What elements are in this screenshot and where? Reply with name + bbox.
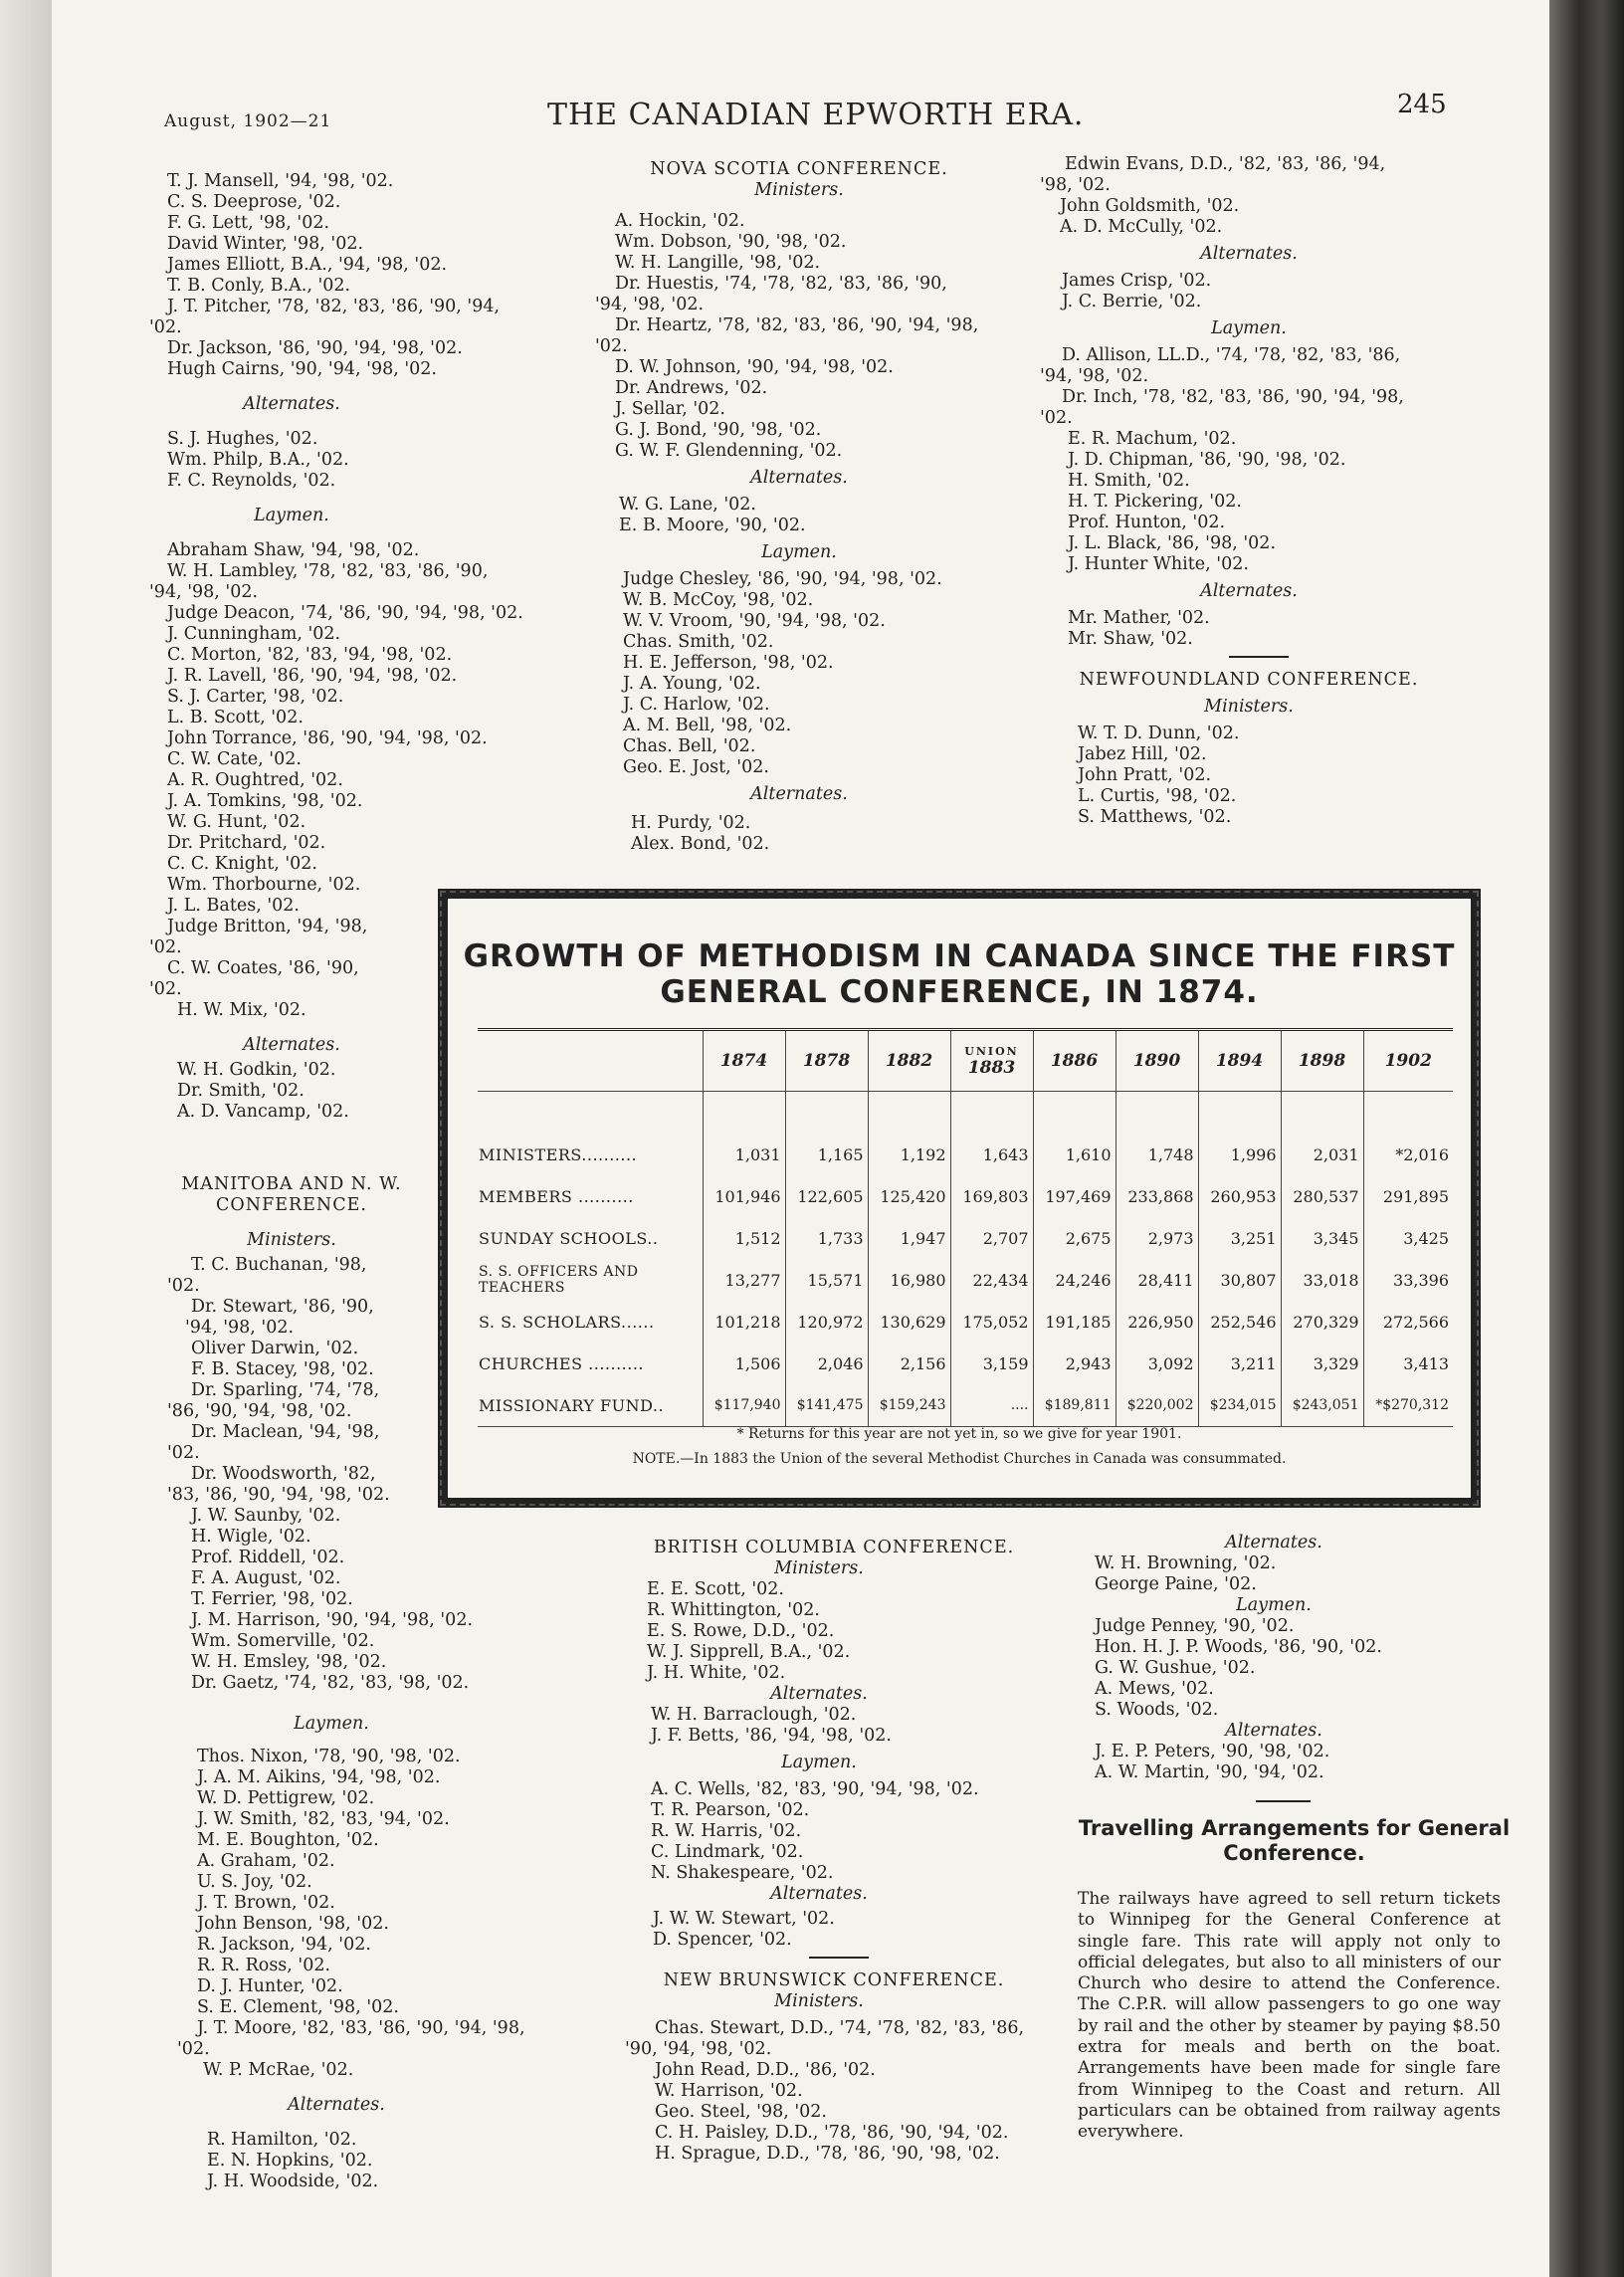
list-item: '94, '98, '02.	[1040, 366, 1149, 386]
list-item: R. W. Harris, '02.	[651, 1821, 802, 1841]
list-item: A. W. Martin, '90, '94, '02.	[1095, 1762, 1324, 1782]
section-label: Alternates.	[1225, 1721, 1322, 1741]
table-cell: 33,018	[1281, 1259, 1363, 1301]
list-item: Mr. Mather, '02.	[1068, 608, 1210, 628]
table-cell: 233,868	[1116, 1175, 1198, 1217]
list-item: L. B. Scott, '02.	[167, 708, 304, 727]
list-item: J. C. Berrie, '02.	[1062, 292, 1202, 311]
list-item: Alex. Bond, '02.	[631, 834, 770, 854]
table-footnote: * Returns for this year are not yet in, so we give for year 1901.	[736, 1426, 1182, 1442]
list-item: Jabez Hill, '02.	[1078, 744, 1207, 764]
list-item: '98, '02.	[1040, 175, 1111, 195]
list-item: Geo. E. Jost, '02.	[623, 757, 769, 777]
table-cell: 2,156	[868, 1343, 950, 1384]
table-cell: 175,052	[950, 1301, 1033, 1343]
table-cell: 1,733	[785, 1217, 868, 1259]
list-item: Judge Chesley, '86, '90, '94, '98, '02.	[623, 569, 942, 589]
column-header: 1902	[1363, 1030, 1453, 1092]
table-row	[478, 1134, 1453, 1175]
list-item: Mr. Shaw, '02.	[1068, 629, 1193, 649]
table-cell: $141,475	[785, 1384, 868, 1427]
list-item: J. T. Brown, '02.	[197, 1893, 335, 1913]
list-item: F. C. Reynolds, '02.	[167, 471, 336, 491]
growth-table	[478, 1028, 1453, 1427]
list-item: D. Allison, LL.D., '74, '78, '82, '83, '86,	[1062, 345, 1401, 365]
table-cell: $189,811	[1033, 1384, 1116, 1427]
list-item: John Goldsmith, '02.	[1060, 196, 1240, 216]
table-cell: 3,211	[1198, 1343, 1281, 1384]
list-item: '02.	[595, 336, 628, 356]
list-item: T. B. Conly, B.A., '02.	[167, 276, 351, 296]
column-header: 1890	[1116, 1030, 1198, 1092]
list-item: Dr. Pritchard, '02.	[167, 833, 326, 853]
list-item: Thos. Nixon, '78, '90, '98, '02.	[197, 1747, 461, 1766]
list-item: Abraham Shaw, '94, '98, '02.	[167, 540, 420, 560]
table-cell: 2,046	[785, 1343, 868, 1384]
list-item: C. W. Cate, '02.	[167, 749, 302, 769]
list-item: G. J. Bond, '90, '98, '02.	[615, 420, 822, 440]
left-page-edge	[0, 0, 52, 2277]
table-cell: 1,643	[950, 1134, 1033, 1175]
list-item: C. C. Knight, '02.	[167, 854, 317, 874]
list-item: Dr. Jackson, '86, '90, '94, '98, '02.	[167, 338, 463, 358]
list-item: J. M. Harrison, '90, '94, '98, '02.	[191, 1610, 474, 1630]
table-cell: 28,411	[1116, 1259, 1198, 1301]
list-item: S. J. Carter, '98, '02.	[167, 687, 344, 707]
list-item: A. Hockin, '02.	[615, 211, 745, 231]
section-label: Laymen.	[781, 1753, 857, 1772]
list-item: W. H. Emsley, '98, '02.	[191, 1652, 387, 1672]
list-item: Dr. Inch, '78, '82, '83, '86, '90, '94, '98,	[1062, 387, 1404, 407]
list-item: E. B. Moore, '90, '02.	[619, 516, 806, 535]
table-cell: ....	[950, 1384, 1033, 1427]
column-header: 1878	[785, 1030, 868, 1092]
section-heading: CONFERENCE.	[216, 1195, 367, 1215]
table-cell: *2,016	[1363, 1134, 1453, 1175]
table-cell: $234,015	[1198, 1384, 1281, 1427]
table-cell: 3,345	[1281, 1217, 1363, 1259]
list-item: W. H. Barraclough, '02.	[651, 1705, 857, 1725]
table-cell: 1,506	[703, 1343, 785, 1384]
list-item: J. A. Young, '02.	[623, 674, 761, 694]
row-label: S. S. SCHOLARS......	[479, 1312, 655, 1332]
section-label: Laymen.	[1211, 318, 1287, 338]
list-item: D. Spencer, '02.	[653, 1930, 792, 1950]
table-cell: 130,629	[868, 1301, 950, 1343]
table-cell: 280,537	[1281, 1175, 1363, 1217]
list-item: J. W. W. Stewart, '02.	[653, 1909, 835, 1929]
table-cell: 1,947	[868, 1217, 950, 1259]
section-label: Laymen.	[254, 506, 329, 525]
list-item: J. A. Tomkins, '98, '02.	[167, 791, 363, 811]
list-item: F. G. Lett, '98, '02.	[167, 213, 330, 233]
divider	[809, 1957, 869, 1959]
list-item: James Elliott, B.A., '94, '98, '02.	[167, 255, 448, 275]
table-cell: 122,605	[785, 1175, 868, 1217]
row-label: S. S. OFFICERS AND TEACHERS	[479, 1264, 639, 1296]
list-item: Prof. Hunton, '02.	[1068, 513, 1226, 532]
table-cell: 197,469	[1033, 1175, 1116, 1217]
table-cell: $220,002	[1116, 1384, 1198, 1427]
section-heading: BRITISH COLUMBIA CONFERENCE.	[653, 1538, 1015, 1557]
table-cell: 33,396	[1363, 1259, 1453, 1301]
list-item: J. T. Pitcher, '78, '82, '83, '86, '90, '94,	[167, 297, 501, 316]
table-row	[478, 1217, 1453, 1259]
table-cell: *$270,312	[1363, 1384, 1453, 1427]
list-item: C. Morton, '82, '83, '94, '98, '02.	[167, 645, 453, 665]
list-item: Edwin Evans, D.D., '82, '83, '86, '94,	[1065, 154, 1386, 174]
list-item: S. Matthews, '02.	[1078, 807, 1232, 827]
list-item: Chas. Stewart, D.D., '74, '78, '82, '83, '86,	[655, 2018, 1025, 2038]
row-label: MEMBERS ..........	[479, 1186, 634, 1206]
list-item: Wm. Somerville, '02.	[191, 1631, 375, 1651]
table-cell: 1,996	[1198, 1134, 1281, 1175]
section-heading: NEW BRUNSWICK CONFERENCE.	[663, 1970, 1005, 1990]
list-item: W. G. Hunt, '02.	[167, 812, 306, 832]
list-item: A. D. Vancamp, '02.	[177, 1102, 349, 1122]
list-item: Dr. Smith, '02.	[177, 1081, 304, 1101]
table-note: NOTE.—In 1883 the Union of the several Methodist Churches in Canada was consummated.	[632, 1451, 1287, 1467]
table-cell: 15,571	[785, 1259, 868, 1301]
list-item: E. R. Machum, '02.	[1068, 429, 1237, 449]
list-item: A. C. Wells, '82, '83, '90, '94, '98, '02.	[651, 1779, 979, 1799]
table-cell: 169,803	[950, 1175, 1033, 1217]
column-header: 1886	[1033, 1030, 1116, 1092]
table-cell: 2,675	[1033, 1217, 1116, 1259]
section-label: Ministers.	[247, 1230, 336, 1250]
list-item: F. B. Stacey, '98, '02.	[191, 1359, 374, 1379]
section-heading: NOVA SCOTIA CONFERENCE.	[650, 159, 948, 179]
list-item: '90, '94, '98, '02.	[625, 2039, 772, 2059]
table-cell: 3,413	[1363, 1343, 1453, 1384]
list-item: John Torrance, '86, '90, '94, '98, '02.	[167, 728, 488, 748]
table-cell: 125,420	[868, 1175, 950, 1217]
table-cell: 3,092	[1116, 1343, 1198, 1384]
col3-upper	[1040, 154, 1498, 828]
list-item: W. T. D. Dunn, '02.	[1078, 724, 1240, 743]
list-item: Prof. Riddell, '02.	[191, 1548, 345, 1567]
list-item: Judge Penney, '90, '02.	[1095, 1616, 1295, 1636]
section-label: Alternates.	[1200, 581, 1298, 601]
table-cell: 2,031	[1281, 1134, 1363, 1175]
list-item: E. E. Scott, '02.	[647, 1579, 784, 1599]
list-item: H. E. Jefferson, '98, '02.	[623, 653, 834, 673]
table-cell: 252,546	[1198, 1301, 1281, 1343]
section-label: Laymen.	[761, 542, 837, 562]
table-cell: 272,566	[1363, 1301, 1453, 1343]
list-item: R. Jackson, '94, '02.	[197, 1935, 371, 1955]
list-item: '02.	[167, 1276, 200, 1296]
list-item: J. C. Harlow, '02.	[623, 695, 770, 715]
article-title: Travelling Arrangements for General Conference.	[1078, 1816, 1511, 1865]
list-item: G. W. Gushue, '02.	[1095, 1658, 1256, 1678]
table-cell: $243,051	[1281, 1384, 1363, 1427]
list-item: John Pratt, '02.	[1078, 765, 1212, 785]
list-item: W. V. Vroom, '90, '94, '98, '02.	[623, 611, 886, 631]
column-header: 1874	[703, 1030, 785, 1092]
union-label: UNION	[964, 1044, 1019, 1058]
table-cell: 3,159	[950, 1343, 1033, 1384]
table-cell: 2,707	[950, 1217, 1033, 1259]
list-item: H. Sprague, D.D., '78, '86, '90, '98, '02.	[655, 2144, 1000, 2164]
table-cell: 22,434	[950, 1259, 1033, 1301]
list-item: E. S. Rowe, D.D., '02.	[647, 1621, 835, 1641]
list-item: '02.	[1040, 408, 1073, 428]
year-label: 1883	[967, 1057, 1016, 1078]
table-row	[478, 1175, 1453, 1217]
list-item: N. Shakespeare, '02.	[651, 1863, 834, 1883]
table-corner	[478, 1030, 703, 1092]
list-item: C. S. Deeprose, '02.	[167, 192, 341, 212]
column-header: 1894	[1198, 1030, 1281, 1092]
list-item: Geo. Steel, '98, '02.	[655, 2102, 827, 2122]
list-item: Wm. Dobson, '90, '98, '02.	[615, 232, 847, 252]
divider	[1256, 1800, 1311, 1802]
list-item: '02.	[149, 317, 182, 337]
list-item: E. N. Hopkins, '02.	[207, 2151, 373, 2171]
table-cell: 30,807	[1198, 1259, 1281, 1301]
list-item: James Crisp, '02.	[1062, 271, 1212, 291]
list-item: '94, '98, '02.	[185, 1318, 295, 1338]
list-item: Chas. Smith, '02.	[623, 632, 774, 652]
list-item: Dr. Andrews, '02.	[615, 378, 768, 398]
article-body: The railways have agreed to sell return tickets to Winnipeg for the General Conference at single fare. This rate will apply not only to official delegates, but also to all ministers of our Church who desire to attend the Conference. The C.P.R. will allow passengers to go one way by rail and the other by steamer by paying $8.50 extra for meals and berth on the boat. Arrangements have been made for single fare from Winnipeg to the Coast and return. All particulars can be obtained from railway agents everywhere.	[1078, 1889, 1501, 2143]
book-spine	[1549, 0, 1624, 2277]
section-heading: MANITOBA AND N. W.	[181, 1174, 402, 1194]
list-item: Hon. H. J. P. Woods, '86, '90, '02.	[1095, 1637, 1382, 1657]
list-item: David Winter, '98, '02.	[167, 234, 364, 254]
list-item: '02.	[149, 979, 182, 999]
table-title: GENERAL CONFERENCE, IN 1874.	[660, 974, 1259, 1010]
table-cell: 3,251	[1198, 1217, 1281, 1259]
list-item: Dr. Stewart, '86, '90,	[191, 1297, 374, 1317]
section-label: Ministers.	[774, 1558, 864, 1578]
list-item: Dr. Maclean, '94, '98,	[191, 1422, 380, 1442]
list-item: Oliver Darwin, '02.	[191, 1339, 359, 1358]
table-cell: 101,946	[703, 1175, 785, 1217]
list-item: H. Smith, '02.	[1068, 471, 1190, 491]
table-row	[478, 1259, 1453, 1301]
table-cell: 120,972	[785, 1301, 868, 1343]
table-cell: 1,165	[785, 1134, 868, 1175]
list-item: T. R. Pearson, '02.	[651, 1800, 810, 1820]
table-cell: 260,953	[1198, 1175, 1281, 1217]
list-item: U. S. Joy, '02.	[197, 1872, 312, 1892]
list-item: Judge Deacon, '74, '86, '90, '94, '98, '02.	[167, 603, 523, 623]
list-item: Dr. Huestis, '74, '78, '82, '83, '86, '90,	[615, 274, 947, 294]
list-item: A. M. Bell, '98, '02.	[623, 716, 792, 735]
table-cell: 270,329	[1281, 1301, 1363, 1343]
list-item: John Read, D.D., '86, '02.	[655, 2060, 876, 2080]
table-row	[478, 1343, 1453, 1384]
list-item: C. W. Coates, '86, '90,	[167, 958, 359, 978]
list-item: J. F. Betts, '86, '94, '98, '02.	[651, 1726, 892, 1746]
list-item: John Benson, '98, '02.	[197, 1914, 389, 1934]
table-cell: 1,512	[703, 1217, 785, 1259]
list-item: C. Lindmark, '02.	[651, 1842, 804, 1862]
list-item: W. G. Lane, '02.	[619, 495, 756, 515]
table-cell: 2,943	[1033, 1343, 1116, 1384]
list-item: Dr. Sparling, '74, '78,	[191, 1380, 380, 1400]
column-header: 1882	[868, 1030, 950, 1092]
list-item: W. B. McCoy, '98, '02.	[623, 590, 814, 610]
list-item: M. E. Boughton, '02.	[197, 1830, 379, 1850]
masthead-title: THE CANADIAN EPWORTH ERA.	[547, 98, 1085, 132]
list-item: W. Harrison, '02.	[655, 2081, 803, 2101]
section-label: Alternates.	[243, 394, 340, 414]
list-item: A. Graham, '02.	[197, 1851, 335, 1871]
column-header: 1898	[1281, 1030, 1363, 1092]
list-item: Chas. Bell, '02.	[623, 736, 756, 756]
list-item: J. Hunter White, '02.	[1068, 554, 1249, 574]
table-cell: $159,243	[868, 1384, 950, 1427]
list-item: W. H. Langille, '98, '02.	[615, 253, 821, 273]
list-item: S. J. Hughes, '02.	[167, 429, 318, 449]
table-cell: 3,425	[1363, 1217, 1453, 1259]
list-item: J. L. Black, '86, '98, '02.	[1068, 533, 1277, 553]
section-label: Alternates.	[750, 784, 848, 804]
list-item: W. H. Browning, '02.	[1095, 1553, 1277, 1573]
bc-nb-section	[625, 1538, 1073, 2165]
list-item: W. H. Lambley, '78, '82, '83, '86, '90,	[167, 561, 489, 581]
list-item: W. J. Sipprell, B.A., '02.	[647, 1642, 851, 1662]
list-item: Wm. Philp, B.A., '02.	[167, 450, 349, 470]
list-item: W. H. Godkin, '02.	[177, 1060, 336, 1080]
table-row	[478, 1384, 1453, 1427]
section-label: Ministers.	[1204, 697, 1294, 717]
list-item: A. Mews, '02.	[1095, 1679, 1214, 1699]
list-item: D. W. Johnson, '90, '94, '98, '02.	[615, 357, 894, 377]
table-cell: 16,980	[868, 1259, 950, 1301]
list-item: J. L. Bates, '02.	[167, 896, 300, 916]
table-cell: 1,192	[868, 1134, 950, 1175]
page-number: 245	[1397, 90, 1447, 119]
list-item: T. Ferrier, '98, '02.	[191, 1589, 353, 1609]
section-label: Ministers.	[754, 180, 844, 200]
list-item: G. W. F. Glendenning, '02.	[615, 441, 843, 461]
table-title: GROWTH OF METHODISM IN CANADA SINCE THE FIRST	[463, 938, 1456, 974]
row-label: MISSIONARY FUND..	[478, 1384, 703, 1427]
list-item: Dr. Woodsworth, '82,	[191, 1464, 376, 1484]
list-item: Dr. Heartz, '78, '82, '83, '86, '90, '94, '98,	[615, 315, 979, 335]
list-item: '02.	[167, 1443, 200, 1463]
section-heading: NEWFOUNDLAND CONFERENCE.	[1079, 670, 1419, 690]
list-item: Judge Britton, '94, '98,	[167, 917, 368, 936]
table-row	[478, 1301, 1453, 1343]
list-item: D. J. Hunter, '02.	[197, 1976, 343, 1996]
list-item: L. Curtis, '98, '02.	[1078, 786, 1237, 806]
list-item: H. Purdy, '02.	[631, 813, 751, 833]
list-item: J. H. White, '02.	[647, 1663, 786, 1683]
list-item: J. H. Woodside, '02.	[207, 2172, 379, 2191]
list-item: F. A. August, '02.	[191, 1568, 341, 1588]
list-item: T. J. Mansell, '94, '98, '02.	[167, 171, 394, 191]
list-item: J. A. M. Aikins, '94, '98, '02.	[197, 1767, 441, 1787]
table-cell: 1,748	[1116, 1134, 1198, 1175]
table-cell: 291,895	[1363, 1175, 1453, 1217]
section-label: Laymen.	[294, 1714, 369, 1734]
table-cell: $117,940	[703, 1384, 785, 1427]
list-item: H. Wigle, '02.	[191, 1527, 311, 1547]
table-cell: 1,610	[1033, 1134, 1116, 1175]
section-label: Alternates.	[750, 468, 848, 488]
table-cell: 101,218	[703, 1301, 785, 1343]
list-item: Dr. Gaetz, '74, '82, '83, '98, '02.	[191, 1673, 470, 1693]
list-item: J. W. Saunby, '02.	[191, 1506, 341, 1526]
list-item: H. W. Mix, '02.	[177, 1000, 306, 1020]
table-cell: 191,185	[1033, 1301, 1116, 1343]
list-item: J. R. Lavell, '86, '90, '94, '98, '02.	[167, 666, 458, 686]
list-item: J. E. P. Peters, '90, '98, '02.	[1095, 1742, 1330, 1761]
list-item: J. Sellar, '02.	[615, 399, 725, 419]
list-item: H. T. Pickering, '02.	[1068, 492, 1242, 512]
table-cell: 3,329	[1281, 1343, 1363, 1384]
list-item: '94, '98, '02.	[149, 582, 259, 602]
section-label: Alternates.	[288, 2095, 385, 2115]
list-item: S. E. Clement, '98, '02.	[197, 1997, 399, 2017]
section-label: Alternates.	[1225, 1533, 1322, 1552]
row-label: MINISTERS..........	[479, 1144, 638, 1164]
list-item: '86, '90, '94, '98, '02.	[167, 1401, 352, 1421]
row-label: SUNDAY SCHOOLS..	[479, 1228, 659, 1248]
list-item: S. Woods, '02.	[1095, 1700, 1219, 1720]
table-cell: 24,246	[1033, 1259, 1116, 1301]
list-item: R. Hamilton, '02.	[207, 2130, 357, 2150]
issue-date: August, 1902—21	[164, 111, 332, 131]
table-cell: 1,031	[703, 1134, 785, 1175]
list-item: '02.	[149, 937, 182, 957]
list-item: J. D. Chipman, '86, '90, '98, '02.	[1068, 450, 1346, 470]
list-item: A. D. McCully, '02.	[1060, 217, 1223, 237]
list-item: Wm. Thorbourne, '02.	[167, 875, 361, 895]
table-cell: 13,277	[703, 1259, 785, 1301]
section-label: Alternates.	[770, 1684, 868, 1704]
list-item: W. P. McRae, '02.	[203, 2060, 354, 2080]
column-header	[950, 1030, 1033, 1092]
section-label: Laymen.	[1236, 1595, 1312, 1615]
list-item: '83, '86, '90, '94, '98, '02.	[167, 1485, 390, 1505]
list-item: J. Cunningham, '02.	[167, 624, 341, 644]
col3-lower	[1095, 1533, 1522, 1783]
section-label: Ministers.	[774, 1991, 864, 2011]
list-item: W. D. Pettigrew, '02.	[197, 1788, 375, 1808]
nova-scotia-section	[595, 159, 1033, 855]
list-item: J. T. Moore, '82, '83, '86, '90, '94, '98,	[197, 2018, 525, 2038]
list-item: '94, '98, '02.	[595, 295, 705, 314]
list-item: C. H. Paisley, D.D., '78, '86, '90, '94, '02.	[655, 2123, 1009, 2143]
list-item: T. C. Buchanan, '98,	[191, 1255, 367, 1275]
list-item: J. W. Smith, '82, '83, '94, '02.	[197, 1809, 450, 1829]
divider	[1229, 656, 1289, 658]
list-item: George Paine, '02.	[1095, 1574, 1257, 1594]
list-item: '02.	[177, 2039, 210, 2059]
list-item: A. R. Oughtred, '02.	[167, 770, 343, 790]
table-cell: 226,950	[1116, 1301, 1198, 1343]
list-item: R. Whittington, '02.	[647, 1600, 820, 1620]
growth-table-box	[438, 889, 1481, 1508]
section-label: Alternates.	[1200, 244, 1298, 264]
list-item: R. R. Ross, '02.	[197, 1956, 331, 1975]
list-item: Hugh Cairns, '90, '94, '98, '02.	[167, 359, 437, 379]
section-label: Alternates.	[770, 1884, 868, 1904]
table-cell: 2,973	[1116, 1217, 1198, 1259]
section-label: Alternates.	[243, 1035, 340, 1055]
row-label: CHURCHES ..........	[479, 1353, 645, 1373]
